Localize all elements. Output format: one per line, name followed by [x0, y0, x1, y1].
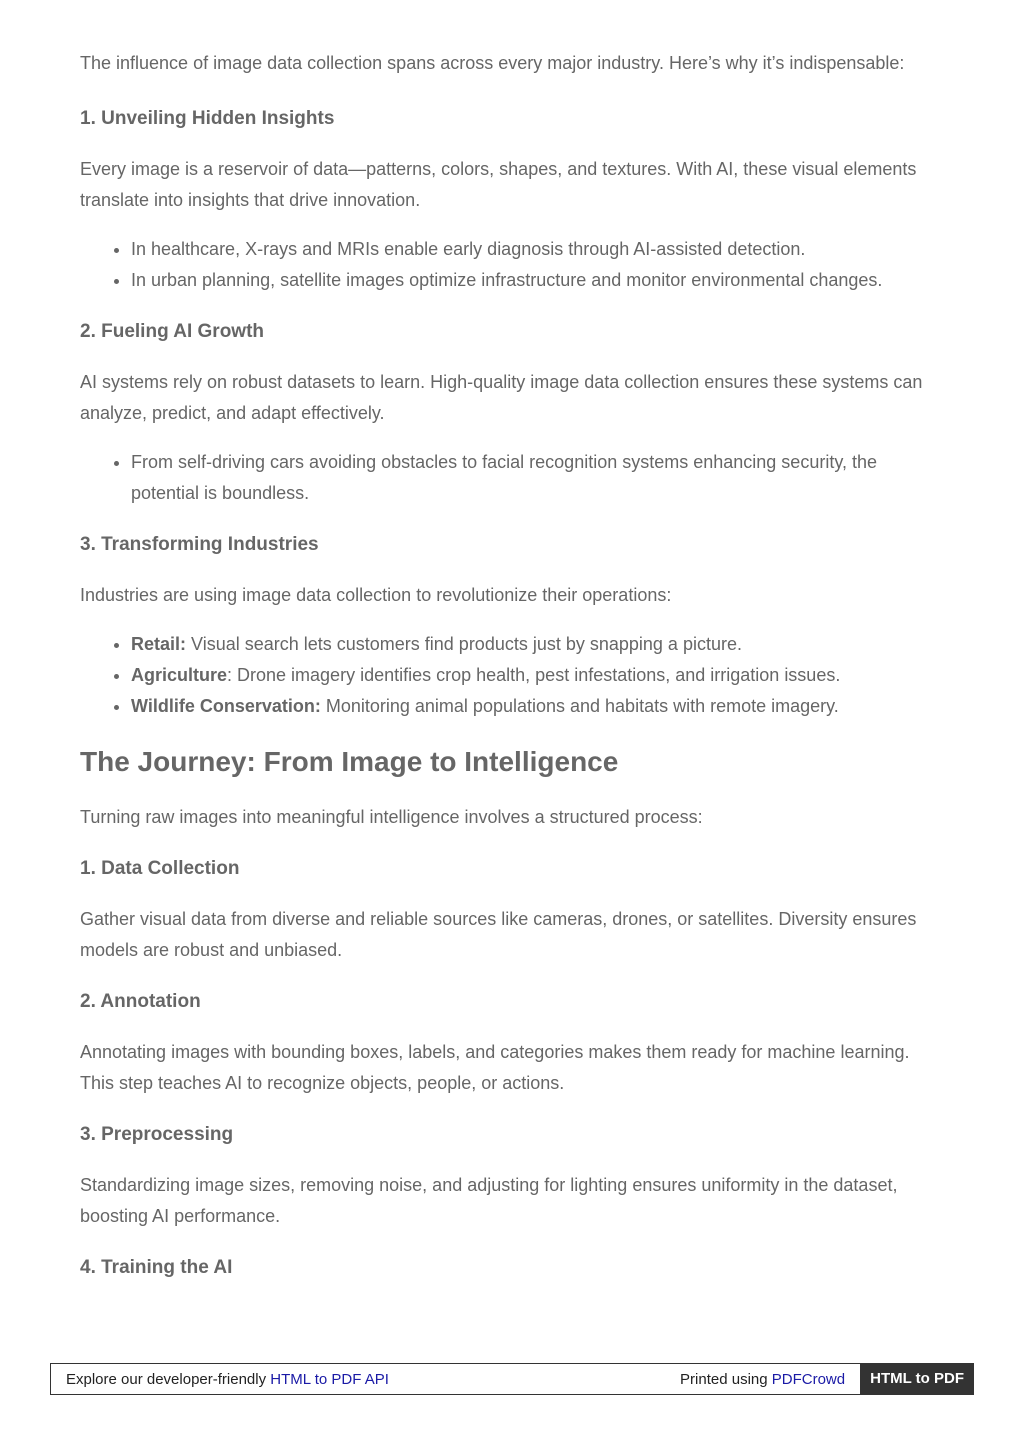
- section-heading: 1. Unveiling Hidden Insights: [80, 108, 335, 129]
- step-paragraph: Annotating images with bounding boxes, labels, and categories makes them ready for machine learning. This step teaches AI to recognize objects, people, or actions.: [80, 1042, 910, 1093]
- step-heading: 2. Annotation: [80, 991, 201, 1012]
- section-paragraph: Industries are using image data collection to revolutionize their operations:: [80, 585, 672, 605]
- list-item: • In urban planning, satellite images optimize infrastructure and monitor environmental changes.: [131, 265, 948, 296]
- section-paragraph: Every image is a reservoir of data—patterns, colors, shapes, and textures. With AI, these visual elements translate into insights that drive innovation.: [80, 159, 917, 210]
- list-item: • In healthcare, X-rays and MRIs enable early diagnosis through AI-assisted detection.: [131, 234, 948, 265]
- list-item: [131, 660, 948, 691]
- article-content: [80, 48, 948, 1303]
- bullet-list: [80, 447, 948, 509]
- list-item-text: Visual search lets customers find products just by snapping a picture.: [186, 634, 742, 654]
- list-item-label: Agriculture: [131, 665, 228, 685]
- list-item-label: Retail:: [131, 634, 187, 654]
- list-item-label: Wildlife Conservation:: [131, 696, 321, 716]
- html-to-pdf-api-link[interactable]: HTML to PDF API: [270, 1370, 389, 1388]
- step-paragraph: Gather visual data from diverse and reliable sources like cameras, drones, or satellites. Diversity ensures models are robust and unbiased.: [80, 909, 917, 960]
- footer-explore: [51, 1371, 680, 1388]
- step-heading: 4. Training the AI: [80, 1257, 233, 1278]
- pdfcrowd-footer: [50, 1363, 974, 1395]
- step-heading: 1. Data Collection: [80, 858, 240, 879]
- list-item-text: : Drone imagery identifies crop health, pest infestations, and irrigation issues.: [227, 665, 841, 685]
- section-heading: 2. Fueling AI Growth: [80, 321, 265, 342]
- section-paragraph: AI systems rely on robust datasets to learn. High-quality image data collection ensures these systems can analyze, predict, and adapt effectively.: [80, 372, 923, 423]
- list-item: • From self-driving cars avoiding obstacles to facial recognition systems enhancing security, the potential is boundless.: [131, 447, 948, 509]
- footer-printed: [680, 1371, 860, 1388]
- bullet-list: [80, 234, 948, 296]
- html-to-pdf-badge[interactable]: HTML to PDF: [860, 1363, 974, 1395]
- footer-printed-text: Printed using: [680, 1370, 772, 1388]
- section-heading: 3. Transforming Industries: [80, 534, 319, 555]
- article-intro: The influence of image data collection spans across every major industry. Here’s why it’s indispensable:: [80, 53, 905, 73]
- journey-title: The Journey: From Image to Intelligence: [80, 746, 619, 777]
- list-item: [131, 629, 948, 660]
- footer-explore-text: Explore our developer-friendly: [66, 1370, 271, 1388]
- step-paragraph: Standardizing image sizes, removing noise, and adjusting for lighting ensures uniformity in the dataset, boosting AI performance.: [80, 1175, 898, 1226]
- bullet-list: [80, 629, 948, 722]
- journey-intro: Turning raw images into meaningful intelligence involves a structured process:: [80, 807, 703, 827]
- pdfcrowd-link[interactable]: PDFCrowd: [771, 1370, 846, 1388]
- step-heading: 3. Preprocessing: [80, 1124, 234, 1145]
- list-item: [131, 691, 948, 722]
- list-item-text: Monitoring animal populations and habitats with remote imagery.: [320, 696, 839, 716]
